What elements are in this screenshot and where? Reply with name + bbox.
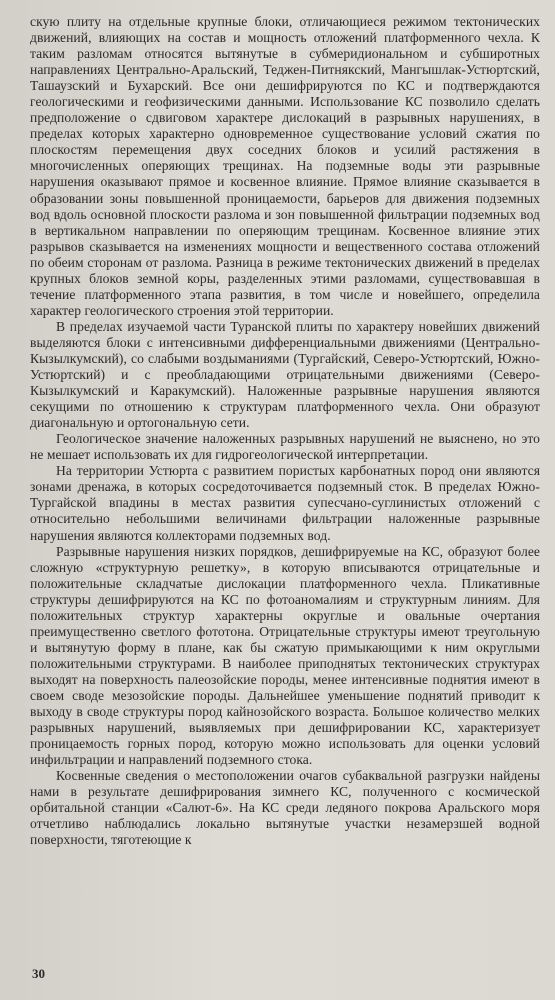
paragraph-geological-meaning: Геологическое значение наложенных разрывных нарушений не выяснено, но это не мешает использовать их для гидрогеологической интерпретации. bbox=[30, 431, 540, 463]
paragraph-indirect-evidence: Косвенные сведения о местоположении очагов субаквальной разгрузки найдены нами в результате дешифрирования зимнего КС, полученного с космической орбитальной станции «Салют-6». На КС среди ледяного покрова Аральского моря отчетливо наблюдались локально вытянутые участки незамерзшей водной поверхности, тяготеющие к bbox=[30, 768, 540, 848]
paragraph-low-order-faults: Разрывные нарушения низких порядков, дешифрируемые на КС, образуют более сложную «структурную решетку», в которую вписываются отрицательные и положительные складчатые дислокации платформенного чехла. Пликативные структуры дешифрируются на КС по фотоаномалиям и структурным линиям. Для положительных структур характерны округлые и овальные очертания преимущественно светлого фототона. Отрицательные структуры имеют треугольную и вытянутую форму в плане, как бы сжатую примыкающими к ним округлыми положительными структурами. В наиболее приподнятых тектонических структурах выходят на поверхность палеозойские породы, менее интенсивные поднятия имеют в своем своде мезозойские породы. Дальнейшее уменьшение поднятий приводит к выходу в своде структуры пород кайнозойского возраста. Большое количество мелких разрывных нарушений, выявляемых при дешифрировании КС, характеризует проницаемость горных пород, которую можно использовать для оценки условий инфильтрации и направлений подземного стока. bbox=[30, 543, 540, 768]
paragraph-turan-plate: В пределах изучаемой части Туранской плиты по характеру новейших движений выделяются блоки с интенсивными дифференциальными движениями (Центрально-Кызылкумский), со слабыми воздыманиями (Тургайский, Северо-Устюртский, Южно-Устюртский) и с преобладающими отрицательными движениями (Северо-Кызылкумский и Каракумский). Наложенные разрывные нарушения являются секущими по отношению к структурам платформенного чехла. Они образуют диагональную и ортогональную сети. bbox=[30, 318, 540, 431]
paragraph-continuation: скую плиту на отдельные крупные блоки, отличающиеся режимом тектонических движений, влияющих на состав и мощность отложений платформенного чехла. К таким разломам относятся вытянутые в субмеридиональном и субширотных направлениях Центрально-Аральский, Теджен-Питнякский, Мангышлак-Устюртский, Ташаузский и Бухарский. Все они дешифрируются по КС и подтверждаются геологическими и геофизическими данными. Использование КС позволило сделать предположение о сдвиговом характере дислокаций в разрывных нарушениях, в пределах которых характерно одновременное существование условий сжатия по плоскостям перемещения двух соседних блоков и усилий растяжения в многочисленных оперяющих трещинах. На подземные воды эти разрывные нарушения оказывают прямое и косвенное влияние. Прямое влияние сказывается в образовании зоны повышенной проницаемости, барьеров для движения подземных вод вдоль основной плоскости разлома и зон повышенной фильтрации подземных вод в вертикальном направлении по оперяющим трещинам. Косвенное влияние этих разрывов сказывается на изменениях мощности и вещественного состава отложений по обеим сторонам от разлома. Разница в режиме тектонических движений в пределах крупных блоков земной коры, разделенных этими разломами, существовавшая в течение платформенного этапа развития, в том числе и новейшего, определила характер геологического строения этой территории. bbox=[30, 14, 540, 318]
paragraph-ustyurt: На территории Устюрта с развитием пористых карбонатных пород они являются зонами дренажа, в которых сосредоточивается подземный сток. В пределах Южно-Тургайской впадины в местах развития супесчано-суглинистых отложений с относительно небольшими величинами фильтрации наложенные разрывные нарушения являются коллекторами подземных вод. bbox=[30, 463, 540, 543]
body-text bbox=[30, 14, 540, 848]
page-number: 30 bbox=[32, 966, 45, 981]
